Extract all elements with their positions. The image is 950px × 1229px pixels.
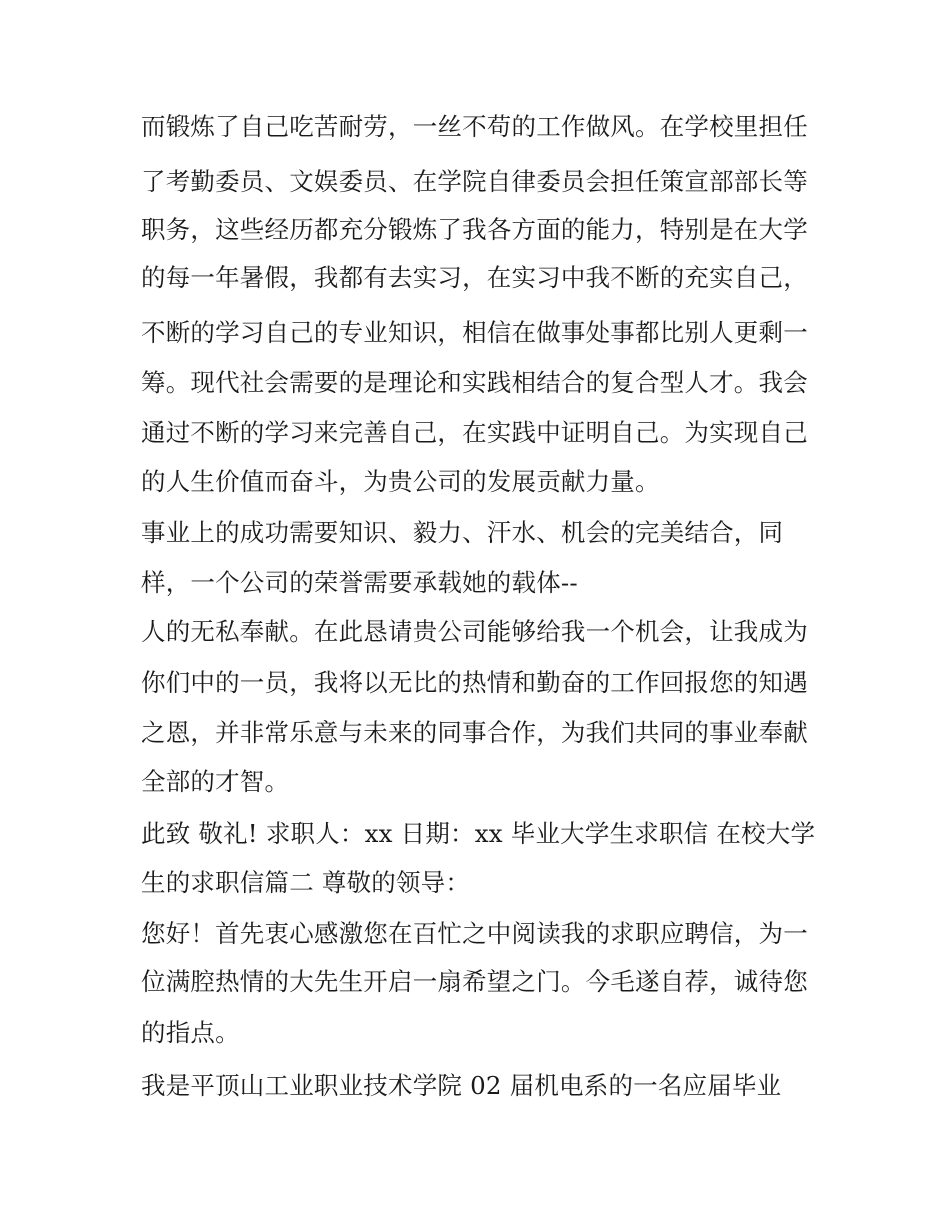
text-line-4: 的每一年暑假，我都有去实习，在实习中我不断的充实自己， [141,263,808,292]
text-line-1: 而锻炼了自己吃苦耐劳，一丝不苟的工作做风。在学校里担任 [141,112,808,141]
text-line-12: 你们中的一员，我将以无比的热情和勤奋的工作回报您的知遇 [141,668,808,697]
text-line-20: 我是平顶山工业职业技术学院 02 届机电系的一名应届毕业 [141,1071,782,1100]
text-line-14: 全部的才智。 [141,767,290,796]
text-line-7: 通过不断的学习来完善自己，在实践中证明自己。为实现自己 [141,418,808,447]
text-line-11: 人的无私奉献。在此恳请贵公司能够给我一个机会，让我成为 [141,617,808,646]
text-line-17: 您好！首先衷心感激您在百忙之中阅读我的求职应聘信，为一 [141,919,808,948]
text-line-8: 的人生价值而奋斗，为贵公司的发展贡献力量。 [141,467,660,496]
text-line-9: 事业上的成功需要知识、毅力、汗水、机会的完美结合，同 [141,518,784,547]
text-line-18: 位满腔热情的大先生开启一扇希望之门。今毛遂自荐，诚待您 [141,967,808,996]
text-line-10: 样，一个公司的荣誉需要承载她的载体-- [141,568,578,597]
text-line-19: 的指点。 [141,1018,240,1047]
text-line-13: 之恩，并非常乐意与未来的同事合作，为我们共同的事业奉献 [141,718,808,747]
text-line-5: 不断的学习自己的专业知识，相信在做事处事都比别人更剩一 [141,318,808,347]
text-line-6: 筹。现代社会需要的是理论和实践相结合的复合型人才。我会 [141,368,808,397]
text-line-2: 了考勤委员、文娱委员、在学院自律委员会担任策宣部部长等 [141,167,808,196]
text-line-3: 职务，这些经历都充分锻炼了我各方面的能力，特别是在大学 [141,215,808,244]
text-line-16: 生的求职信篇二 尊敬的领导： [141,868,471,897]
text-line-15: 此致 敬礼! 求职人：xx 日期：xx 毕业大学生求职信 在校大学 [141,819,816,848]
